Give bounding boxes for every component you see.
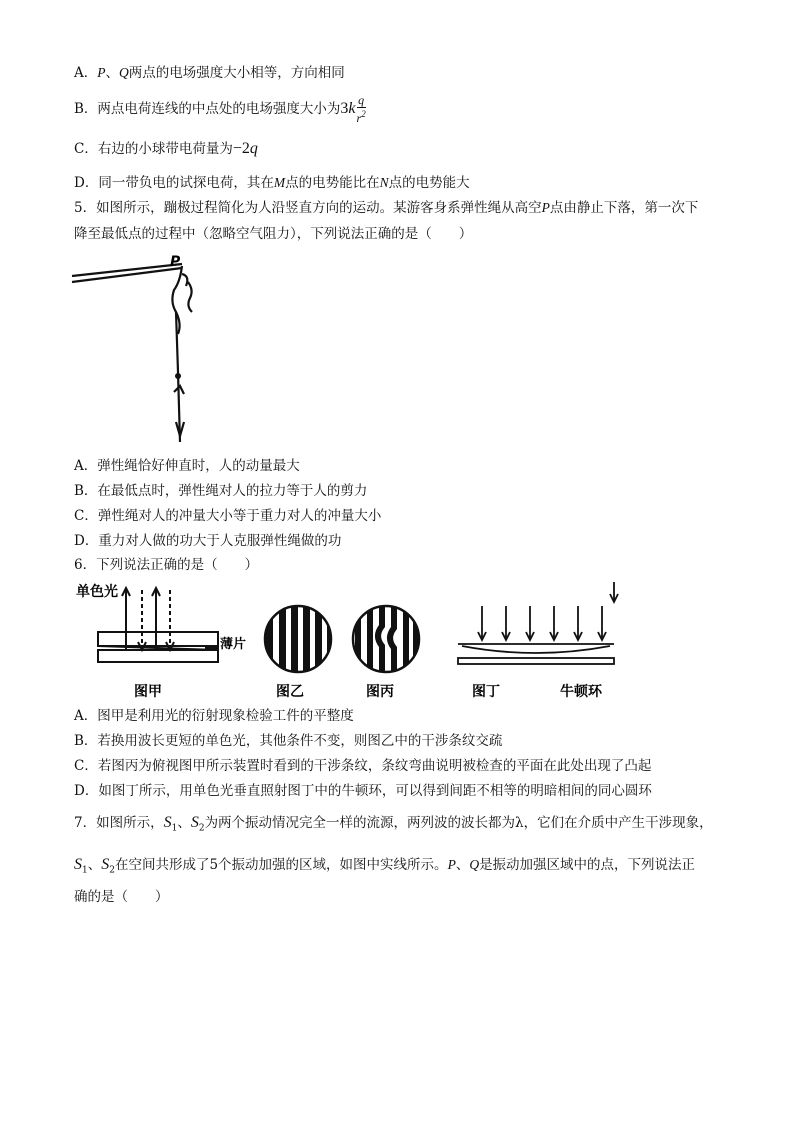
q7-stem-line2	[74, 856, 695, 880]
option-text: 点的电势能大	[388, 175, 470, 191]
option-text: D．同一带负电的试探电荷，其在	[74, 175, 274, 191]
point-p-label: P	[170, 254, 181, 270]
stem-text: 点由静止下落，第一次下	[549, 200, 699, 216]
charge-coefficient: −2	[232, 140, 250, 157]
separator: 、	[105, 65, 119, 81]
q6-option-d: D．如图丁所示，用单色光垂直照射图丁中的牛顿环，可以得到间距不相等的明暗相间的同心圆环	[74, 783, 652, 799]
caption-fig-c: 图丙	[366, 684, 394, 700]
stem-text: 5．如图所示，蹦极过程简化为人沿竖直方向的运动。某游客身系弹性绳从高空	[74, 200, 542, 216]
q5-option-d: D．重力对人做的功大于人克服弹性绳做的功	[74, 533, 342, 549]
stem-text: 是振动加强区域中的点，下列说法正	[479, 857, 696, 873]
caption-newton-ring: 牛顿环	[560, 684, 602, 700]
caption-fig-d: 图丁	[472, 684, 500, 700]
q4-option-b	[74, 92, 366, 126]
coefficient: 3	[340, 100, 349, 117]
option-text: B．两点电荷连线的中点处的电场强度大小为	[74, 101, 341, 117]
point-n: N	[379, 175, 389, 190]
subscript: 2	[109, 865, 115, 876]
point-p: P	[447, 857, 456, 872]
fraction	[357, 94, 366, 125]
q6-stem: 6．下列说法正确的是（ ）	[74, 557, 259, 573]
q7-stem-line3: 确的是（ ）	[74, 889, 169, 905]
point-q: Q	[119, 65, 129, 80]
stem-text: 7．如图所示，	[74, 815, 164, 831]
q6-option-c: C．若图丙为俯视图甲所示装置时看到的干涉条纹，条纹弯曲说明被检查的平面在此处出现了凸起	[74, 758, 652, 774]
stem-text: 为两个振动情况完全一样的流源，两列波的波长都为λ，它们在介质中产生干涉现象，	[204, 815, 713, 831]
separator: 、	[87, 857, 102, 873]
jumper-squiggle	[188, 282, 192, 312]
thin-film-label: 薄片	[220, 637, 247, 652]
curved-fringes	[358, 606, 416, 672]
fraction-numerator: q	[358, 93, 365, 107]
constant-k: k	[348, 100, 356, 117]
q4-option-a	[74, 64, 345, 82]
stem-text: 在空间共形成了5个振动加强的区域，如图中实线所示。	[114, 857, 448, 873]
option-text: 两点的电场强度大小相等，方向相同	[128, 65, 345, 81]
jumper-head	[182, 274, 187, 286]
monochromatic-light-label: 单色光	[76, 584, 118, 600]
caption-fig-a: 图甲	[134, 684, 162, 700]
separator: 、	[455, 857, 470, 873]
subscript: 1	[171, 823, 178, 834]
q5-option-b: B．在最低点时，弹性绳对人的拉力等于人的剪力	[74, 483, 368, 499]
charge-q: q	[249, 140, 258, 157]
interference-figure	[70, 576, 620, 706]
bungee-jump-figure	[70, 252, 220, 450]
q5-option-c: C．弹性绳对人的冲量大小等于重力对人的冲量大小	[74, 508, 382, 524]
den-exponent: 2	[361, 109, 366, 119]
newton-ring-apparatus	[458, 582, 618, 664]
q5-stem-line1	[74, 199, 698, 217]
fringe-view-c	[353, 606, 419, 672]
q5-stem-line2: 降至最低点的过程中（忽略空气阻力），下列说法正确的是（ ）	[74, 226, 473, 242]
point-m: M	[273, 175, 286, 190]
q5-option-a: A．弹性绳恰好伸直时，人的动量最大	[74, 458, 300, 474]
q6-option-b: B．若换用波长更短的单色光，其他条件不变，则图乙中的干涉条纹交疏	[74, 733, 503, 749]
point-q: Q	[469, 857, 480, 872]
separator: 、	[177, 815, 191, 831]
point-p: P	[541, 200, 550, 215]
q6-option-a: A．图甲是利用光的衍射现象检验工件的平整度	[74, 708, 354, 724]
option-letter: A．	[74, 65, 98, 81]
caption-fig-b: 图乙	[276, 684, 304, 700]
source-s2: S	[190, 814, 199, 831]
q4-option-c	[74, 140, 258, 158]
q4-option-d	[74, 174, 470, 192]
rope-knot	[175, 373, 181, 379]
point-p: P	[97, 65, 106, 80]
subscript: 2	[198, 823, 205, 834]
subscript: 1	[82, 865, 88, 876]
elastic-rope-middle	[176, 312, 178, 372]
fraction-denominator	[357, 108, 366, 125]
den-base: r	[356, 111, 362, 125]
q7-stem-line1	[74, 814, 713, 838]
source-s2: S	[101, 856, 110, 873]
option-text: C．右边的小球带电荷量为	[74, 141, 233, 157]
option-text: 点的电势能比在	[285, 175, 380, 191]
source-s1: S	[74, 856, 82, 873]
source-s1: S	[163, 814, 172, 831]
